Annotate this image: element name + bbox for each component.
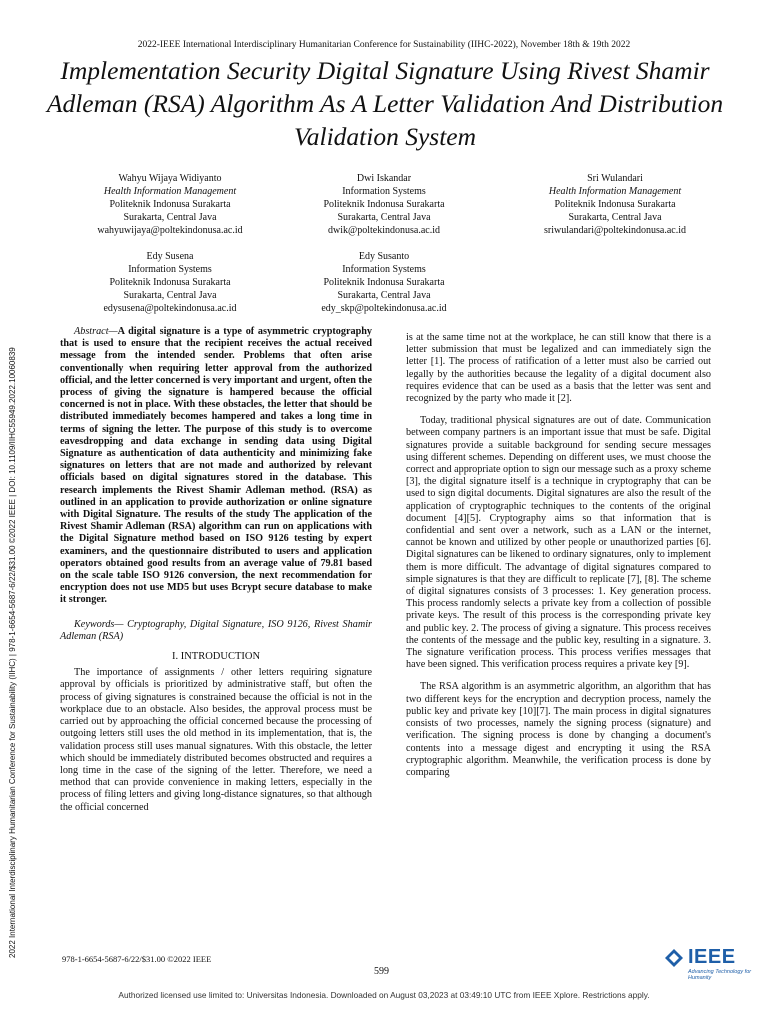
author-name: Wahyu Wijaya Widiyanto xyxy=(118,173,222,184)
author-email: edysusena@poltekindonusa.ac.id xyxy=(103,303,237,314)
author-org: Politeknik Indonusa Surakarta xyxy=(554,199,676,210)
author-email: sriwulandari@poltekindonusa.ac.id xyxy=(544,225,686,236)
author-org: Politeknik Indonusa Surakarta xyxy=(323,199,445,210)
author-city: Surakarta, Central Java xyxy=(337,290,431,301)
ieee-wordmark: IEEE xyxy=(688,946,736,968)
paper-title: Implementation Security Digital Signature Using Rivest Shamir Adleman (RSA) Algorithm As A Letter Validation And Distribution Validation System xyxy=(46,56,724,151)
body-paragraph: Today, traditional physical signatures are out of date. Communication between company partners is an important issue that must be safe. Digital signatures provide a suitable background for sending secure messages using different schemes. Depending on different uses, we must choose the correct and appropriate option to sign our message such as a proxy scheme [3], the digital signature itself is a technique in cryptography that can be used to sign digital documents. Digital signatures are also the result of the application of cryptographic techniques to the contents of the original document [4][5]. Cryptography aims so that information that is confidential and sent over a network, such as a LAN or the internet, cannot be known and utilized by other people or unauthorized parties [6]. Digital signatures can be likened to ordinary signatures, only to implement them is more difficult. The advantage of digital signatures compared to simple signatures is that they are difficult to replicate [7], [8]. The scheme of digital signatures consists of 3 processes: 1. Key generation process. This process randomly selects a private key from a collection of possible private keys. The result of this process is the corresponding private key and public key. 2. The process of giving a signature. This process receives the contents of the message and the public key, resulting in a signature. 3. The signature verification process. This process verifies messages that have been signed. This verification process requires a private key [9]. xyxy=(406,415,711,671)
license-footer: Authorized licensed use limited to: Universitas Indonesia. Downloaded on August 03,2023 at 03:49:10 UTC from IEEE Xplore. Restrictions apply. xyxy=(118,990,650,1000)
author-dept: Information Systems xyxy=(342,186,426,197)
author-block xyxy=(269,250,499,315)
abstract-label: Abstract— xyxy=(74,326,118,337)
author-city: Surakarta, Central Java xyxy=(337,212,431,223)
body-paragraph: The RSA algorithm is an asymmetric algorithm, an algorithm that has two different keys for the encryption and decryption process, namely the public key and private key [10][7]. The main process in digital signatures consists of two processes, namely the signing process (signature) and verification. The signing process is done by changing a document's contents into a message digest and encrypting it using the RSA cryptographic algorithm. Meanwhile, the verification process is done by comparing xyxy=(406,681,711,778)
author-org: Politeknik Indonusa Surakarta xyxy=(323,277,445,288)
author-name: Sri Wulandari xyxy=(587,173,643,184)
ieee-tagline: Advancing Technology for Humanity xyxy=(688,969,752,981)
author-dept: Health Information Management xyxy=(103,186,237,197)
page-number: 599 xyxy=(374,966,389,977)
left-column xyxy=(60,326,372,814)
isbn-line: 978-1-6654-5687-6/22/$31.00 ©2022 IEEE xyxy=(62,954,212,964)
author-email: edy_skp@poltekindonusa.ac.id xyxy=(321,303,447,314)
author-name: Edy Susanto xyxy=(358,251,410,262)
author-city: Surakarta, Central Java xyxy=(568,212,662,223)
author-dept: Information Systems xyxy=(128,264,212,275)
author-dept: Health Information Management xyxy=(548,186,682,197)
ieee-logo xyxy=(664,946,768,981)
conference-header: 2022-IEEE International Interdisciplinary Humanitarian Conference for Sustainability (IIHC-2022), November 18th & 19th 2022 xyxy=(137,40,631,50)
author-block xyxy=(269,172,499,237)
author-city: Surakarta, Central Java xyxy=(123,290,217,301)
author-block xyxy=(55,250,285,315)
body-paragraph: The importance of assignments / other letters requiring signature approval by officials is prioritized by administrative staff, but often the process of giving signatures is constrained because the official is not in the workplace due to an obstacle. Also besides, the approval process must be carried out by approaching the official concerned because the processing of outgoing letters still uses the old method in its implementation, that is, the validation process still uses manual signatures. With this obstacle, the letter which should be immediately distributed becomes obstructed and requires a long time in the case of the signing of the letter. Therefore, we need a method that can provide convenience in making letters, especially in the process of filing letters and giving long-distance signatures, so that although the official concerned xyxy=(60,667,372,813)
author-block xyxy=(500,172,730,237)
author-email: dwik@poltekindonusa.ac.id xyxy=(328,225,440,236)
author-name: Dwi Iskandar xyxy=(356,173,412,184)
author-dept: Information Systems xyxy=(342,264,426,275)
right-column xyxy=(406,332,711,779)
abstract-text: A digital signature is a type of asymmetric cryptography that is used to ensure that the recipient receives the actual received message from the intended sender. Problems that often arise conventionally when requiring letter approval from the authorized official, and the letter concerned is very important and urgent, often the process of giving the signature is hampered because the official concerned is not in place. With these obstacles, the letter that should be distributed immediately becomes hampered and takes a long time in terms of signing the letter. The purpose of this study is to overcome eavesdropping and data exchange in sending data using Digital Signature as authentication of data authenticity and minimizing fake signatures on letters that are not made and authorized by relevant officials based on digital signatures stored in the database. This research implements the Rivest Shamir Adleman method. (RSA) as outlined in an application to provide authorization or online signature with Digital Signature. The results of the study The application of the Rivest Shamir Adleman (RSA) algorithm can run on applications with the Digital Signature method based on ISO 9126 testing by expert examiners, and the questionnaire distributed to users and application operators obtained good results from an average value of 79.81 based on the scale table ISO 9126 conversion, the next recommendation for encryption does not use MD5 but uses Bcrypt secure database to make it stronger. xyxy=(60,326,372,606)
author-org: Politeknik Indonusa Surakarta xyxy=(109,277,231,288)
side-citation: 2022 International Interdisciplinary Humanitarian Conference for Sustainability (IIHC) | 978-1-6654-5687-6/22/$31.00 ©2022 IEEE | DOI: 10.1109/IIHC55949.2022.10060839 xyxy=(8,347,17,958)
author-email: wahyuwijaya@poltekindonusa.ac.id xyxy=(97,225,243,236)
abstract xyxy=(60,326,372,607)
author-org: Politeknik Indonusa Surakarta xyxy=(109,199,231,210)
author-city: Surakarta, Central Java xyxy=(123,212,217,223)
section-heading: I. INTRODUCTION xyxy=(171,651,261,663)
keywords: Keywords— Cryptography, Digital Signature, ISO 9126, Rivest Shamir Adleman (RSA) xyxy=(60,618,372,642)
body-paragraph: is at the same time not at the workplace, he can still know that there is a letter submission that must be legalized and can immediately sign the letter [1]. The process of ratification of a letter must also be carried out legally by the authorities because the legality of a digital document also requires evidence that can be used as a basis that the letter was sent and recognized by the party who made it [2]. xyxy=(406,332,711,405)
author-name: Edy Susena xyxy=(146,251,194,262)
ieee-diamond-icon xyxy=(664,948,684,968)
author-block xyxy=(55,172,285,237)
